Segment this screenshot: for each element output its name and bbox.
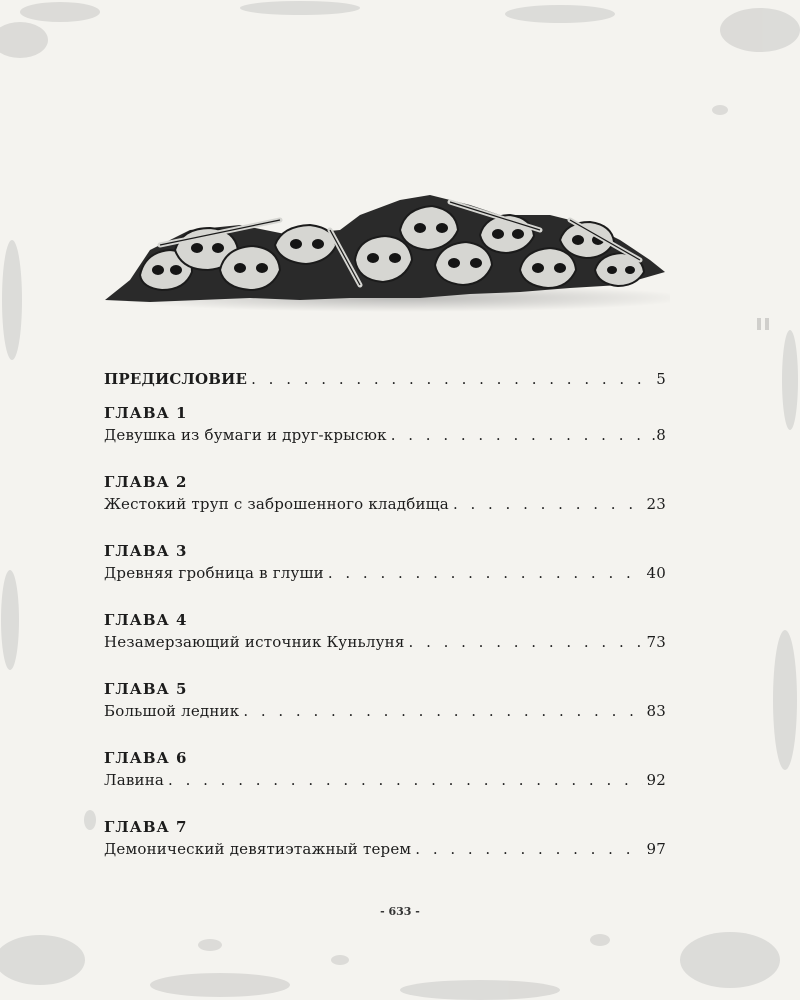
chapter-label: ГЛАВА 3 [104, 542, 188, 560]
toc-page-number: 97 [646, 840, 666, 858]
toc-page-number: 83 [646, 702, 666, 720]
leader-dots [243, 700, 642, 722]
toc-entry-chapter-7[interactable] [104, 816, 666, 860]
toc-entry-chapter-2[interactable] [104, 471, 666, 515]
toc-page-number: 40 [646, 564, 666, 582]
toc-page-number: 73 [646, 633, 666, 651]
toc-entry-chapter-6[interactable] [104, 747, 666, 791]
leader-dots [391, 424, 648, 446]
toc-entry-title: Древняя гробница в глуши [104, 564, 324, 582]
toc-entry-title: Большой ледник [104, 702, 240, 720]
leader-dots [415, 838, 642, 860]
leader-dots [453, 493, 643, 515]
toc-entry-title: Жестокий труп с заброшенного кладбища [104, 495, 449, 513]
chapter-label: ГЛАВА 2 [104, 473, 188, 491]
toc-entry-chapter-1[interactable] [104, 402, 666, 446]
chapter-label: ГЛАВА 4 [104, 611, 188, 629]
page-number: - 633 - [380, 905, 420, 918]
leader-dots [409, 631, 643, 653]
toc-entry-title: Девушка из бумаги и друг-крысюк [104, 426, 387, 444]
toc-entry-chapter-3[interactable] [104, 540, 666, 584]
toc-entry-chapter-5[interactable] [104, 678, 666, 722]
toc-entry-chapter-4[interactable] [104, 609, 666, 653]
toc-entry-title: Демонический девятиэтажный терем [104, 840, 412, 858]
leader-dots [168, 769, 642, 791]
chapter-label: ГЛАВА 5 [104, 680, 188, 698]
toc-entry-title: Незамерзающий источник Куньлуня [104, 633, 405, 651]
chapter-label: ГЛАВА 1 [104, 404, 188, 422]
table-of-contents [104, 368, 666, 885]
toc-page-number: 92 [646, 771, 666, 789]
toc-entry-title: Лавина [104, 771, 165, 789]
toc-page-number: 5 [656, 370, 666, 388]
chapter-label: ГЛАВА 7 [104, 818, 188, 836]
leader-dots [328, 562, 643, 584]
toc-page-number: .8 [651, 426, 666, 444]
skull-pile-illustration [100, 190, 670, 320]
toc-page-number: 23 [646, 495, 666, 513]
chapter-label: ГЛАВА 6 [104, 749, 188, 767]
leader-dots [251, 368, 648, 390]
toc-entry-title: ПРЕДИСЛОВИЕ [104, 370, 248, 388]
toc-entry-preface[interactable] [104, 368, 666, 390]
